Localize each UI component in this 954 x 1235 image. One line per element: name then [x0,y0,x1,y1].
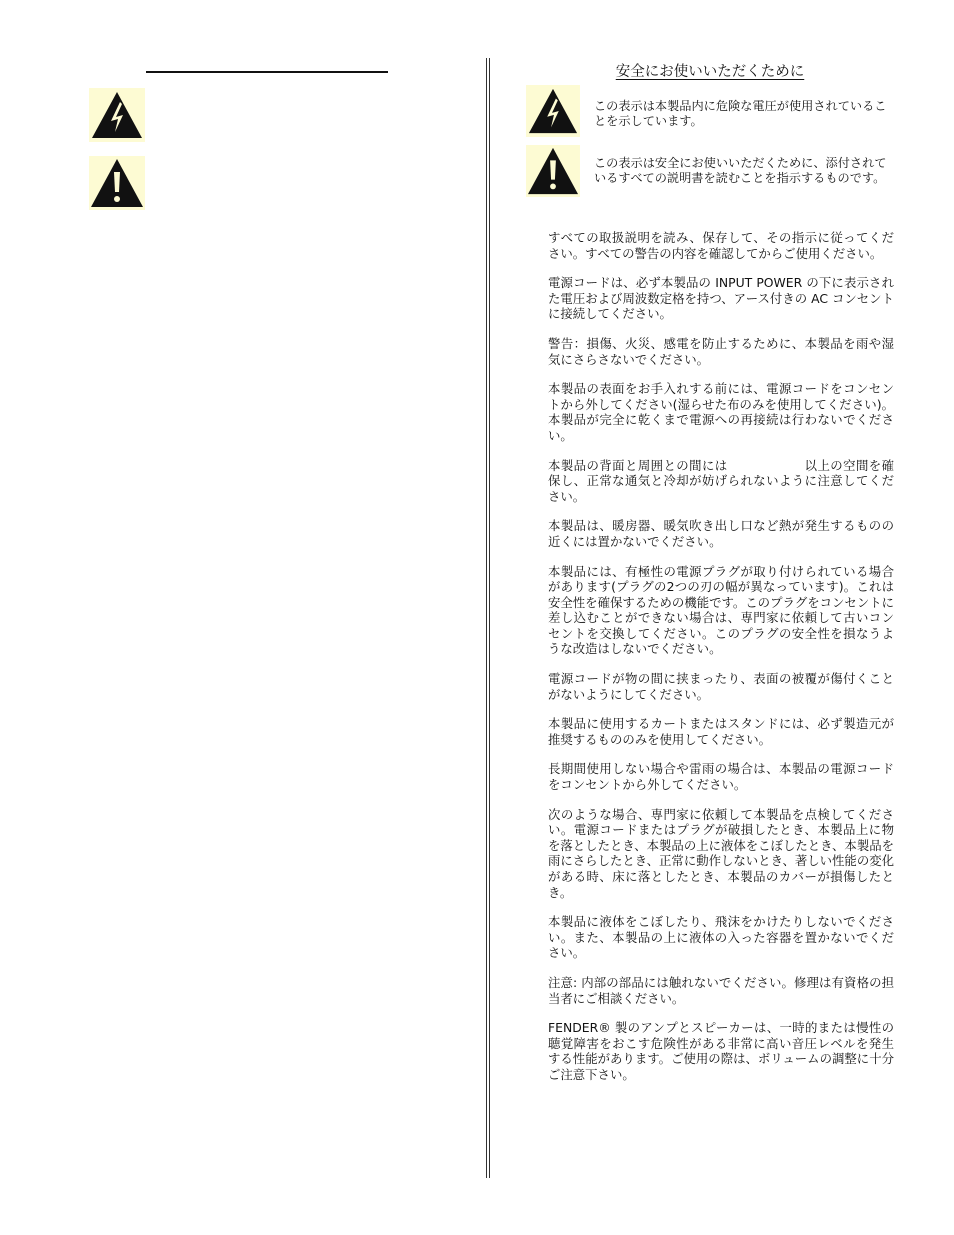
exclamation-warning-icon [89,156,145,210]
instruction-paragraph: 注意: 内部の部品には触れないでください。修理は有資格の担当者にご相談ください。 [548,974,894,1006]
column-divider [486,58,490,1178]
instruction-paragraph: 長期間使用しない場合や雷雨の場合は、本製品の電源コードをコンセントから外してください。 [548,761,894,793]
instruction-paragraph: 本製品に液体をこぼしたり、飛沫をかけたりしないでください。また、本製品の上に液体の入った容器を置かないでください。 [548,914,894,961]
instruction-paragraph: 次のような場合、専門家に依頼して本製品を点検してください。電源コードまたはプラグが破損したとき、本製品上に物を落としたとき、本製品の上に液体をこぼしたとき、本製品を雨にさらしたとき、正常に動作しないとき、著しい性能の変化がある時、床に落としたとき、本製品のカバーが損傷したとき。 [548,806,894,900]
instruction-paragraph: 電源コードは、必ず本製品の INPUT POWER の下に表示された電圧および周波数定格を持つ、アース付きの AC コンセントに接続してください。 [548,275,894,322]
instruction-paragraph: 本製品の表面をお手入れする前には、電源コードをコンセントから外してください(湿らせた布のみを使用してください)。本製品が完全に乾くまで電源への再接続は行わないでください。 [548,381,894,443]
lightning-note: この表示は本製品内に危険な電圧が使用されていることを示しています。 [594,99,887,128]
page-title: 安全にお使いいただくために [615,64,805,80]
instruction-paragraph: 本製品に使用するカートまたはスタンドには、必ず製造元が推奨するもののみを使用してください。 [548,716,894,747]
exclamation-warning-icon [526,145,580,197]
lightning-warning-icon [526,85,580,137]
instruction-paragraph: FENDER® 製のアンプとスピーカーは、一時的または慢性の聴覚障害をおこす危険性がある非常に高い音圧レベルを発生する性能があります。ご使用の際は、ボリュームの調整に十分ご注意下さい。 [548,1020,894,1082]
exclamation-note: この表示は安全にお使いいただくために、添付されているすべての説明書を読むことを指示するものです。 [594,156,887,185]
instruction-paragraph: 本製品の背面と周囲との間には 以上の空間を確保し、正常な通気と冷却が妨げられないように注意してください。 [548,457,894,504]
instruction-paragraph: 本製品は、暖房器、暖気吹き出し口など熱が発生するものの近くには置かないでください。 [548,518,894,549]
instruction-paragraph: 本製品には、有極性の電源プラグが取り付けられている場合があります(プラグの2つの刃の幅が異なっています)。これは安全性を確保するための機能です。このプラグをコンセントに差し込むことができない場合は、専門家に依頼して古いコンセントを交換してください。このプラグの安全性を損なうような改造はしないでください。 [548,563,894,657]
lightning-warning-icon [89,88,145,142]
instruction-paragraph: 警告：損傷、火災、感電を防止するために、本製品を雨や湿気にさらさないでください。 [548,335,894,367]
instruction-paragraph: 電源コードが物の間に挟まったり、表面の被覆が傷付くことがないようにしてください。 [548,671,894,702]
safety-instructions [548,230,894,1097]
instruction-paragraph: すべての取扱説明を読み、保存して、その指示に従ってください。すべての警告の内容を確認してからご使用ください。 [548,230,894,261]
left-heading-rule [146,71,388,73]
